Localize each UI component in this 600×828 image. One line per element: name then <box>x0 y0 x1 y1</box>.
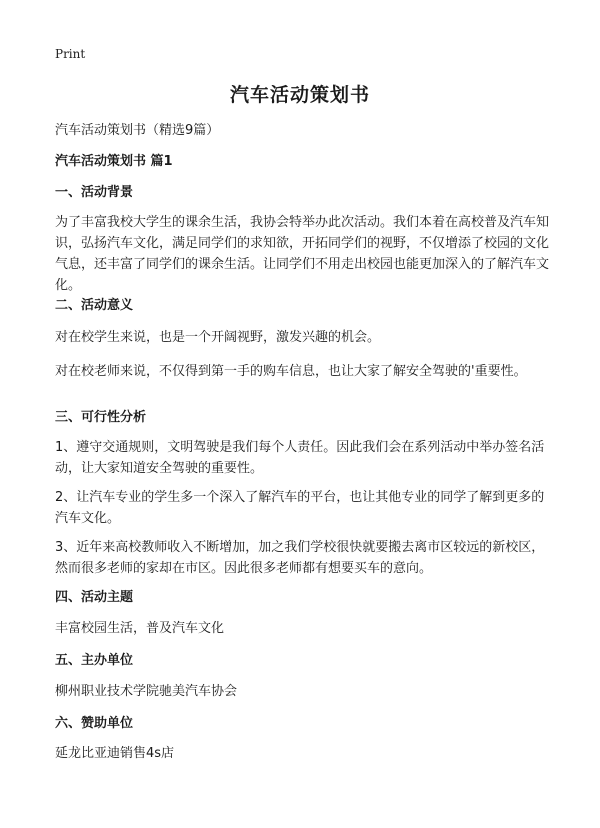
paragraph-background: 为了丰富我校大学生的课余生活，我协会特举办此次活动。我们本着在高校普及汽车知识，弘扬汽车文化，满足同学们的求知欲，开拓同学们的视野，不仅增添了校园的文化气息，还丰富了同学们的课余生活。让同学们不用走出校园也能更加深入的了解汽车文化。 <box>55 215 550 293</box>
section-heading-theme: 四、活动主题 <box>55 590 134 605</box>
paragraph-significance-2: 对在校老师来说，不仅得到第一手的购车信息，也让大家了解安全驾驶的'重要性。 <box>55 364 527 379</box>
section-heading-significance: 二、活动意义 <box>55 298 134 313</box>
paragraph-sponsor: 延龙比亚迪销售4s店 <box>55 746 175 761</box>
section-heading-feasibility: 三、可行性分析 <box>55 410 147 425</box>
paragraph-feasibility-3: 3、近年来高校教师收入不断增加，加之我们学校很快就要搬去离市区较远的新校区，然而很多老师的家却在市区。因此很多老师都有想要买车的意向。 <box>55 540 545 576</box>
paragraph-organizer: 柳州职业技术学院驰美汽车协会 <box>55 684 238 699</box>
document-title: 汽车活动策划书 <box>229 84 370 106</box>
paragraph-theme: 丰富校园生活，普及汽车文化 <box>55 621 225 636</box>
document-subtitle: 汽车活动策划书（精选9篇） <box>55 123 220 138</box>
section-heading-sponsor: 六、赞助单位 <box>55 716 134 731</box>
article-title: 汽车活动策划书 篇1 <box>55 154 173 169</box>
paragraph-feasibility-1: 1、遵守交通规则，文明驾驶是我们每个人责任。因此我们会在系列活动中举办签名活动，让大家知道安全驾驶的重要性。 <box>55 440 545 476</box>
paragraph-feasibility-2: 2、让汽车专业的学生多一个深入了解汽车的平台，也让其他专业的同学了解到更多的汽车文化。 <box>55 490 545 526</box>
print-label: Print <box>55 47 86 61</box>
section-heading-organizer: 五、主办单位 <box>55 653 134 668</box>
section-heading-background: 一、活动背景 <box>55 185 134 200</box>
paragraph-significance-1: 对在校学生来说，也是一个开阔视野，激发兴趣的机会。 <box>55 330 381 345</box>
